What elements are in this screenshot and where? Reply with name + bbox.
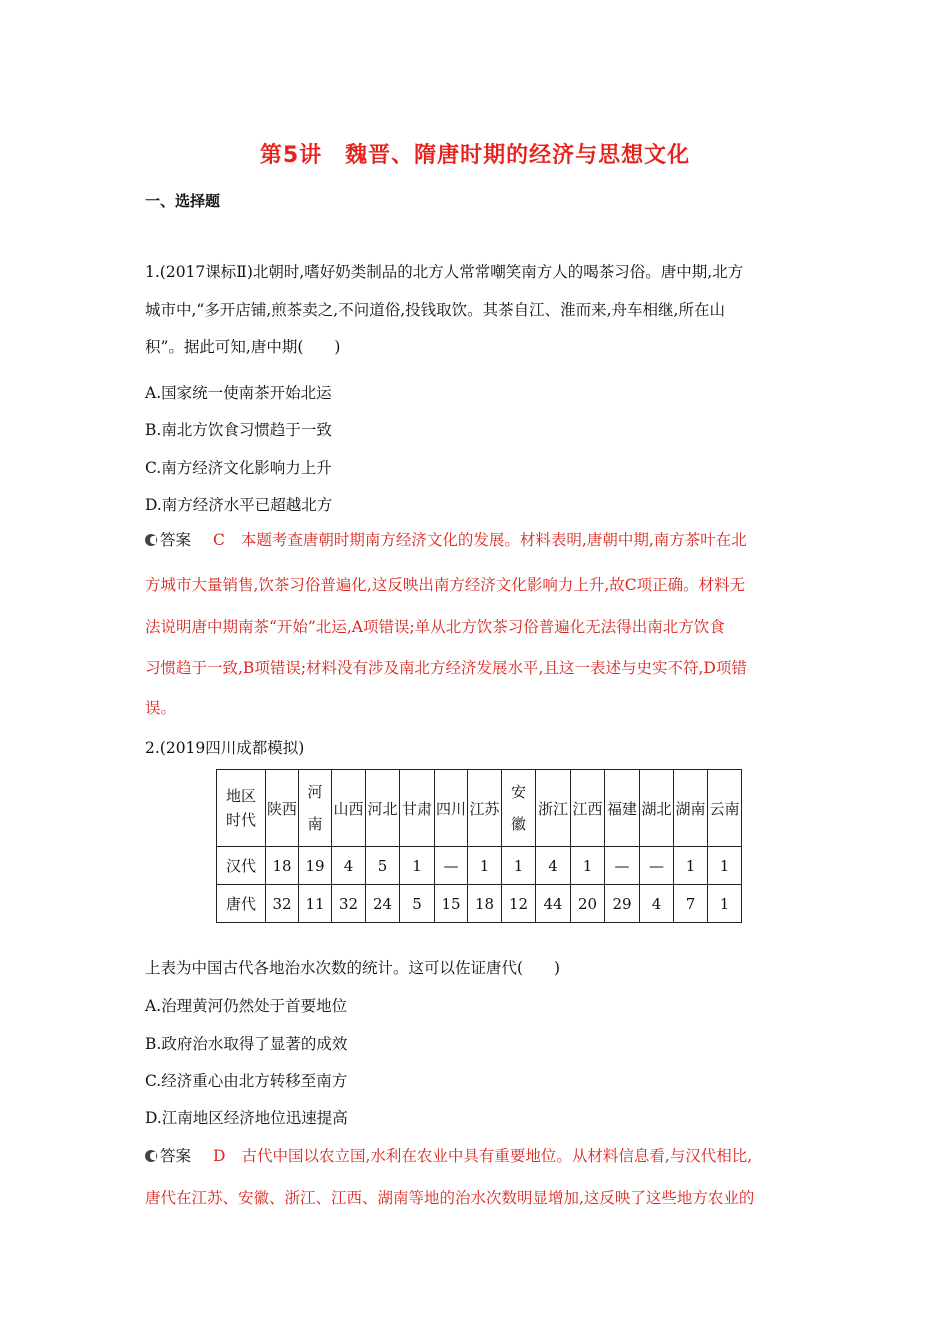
answer-text: 本题考查唐朝时期南方经济文化的发展。材料表明,唐朝中期,南方茶叶在北 [240,531,747,549]
q2-option-c: C.经济重心由北方转移至南方 [145,1072,348,1090]
table-cell: 1 [468,847,502,885]
table-cell: 11 [299,885,332,923]
region-label: 湖北 [641,799,672,818]
era-cell: 唐代 [217,885,266,923]
q1-answer-line-4: 习惯趋于一致,B项错误;材料没有涉及南北方经济发展水平,且这一表述与史实不符,D项错 [145,659,747,677]
q1-answer-line-5: 误。 [145,699,177,717]
q1-answer-line-1 [145,530,747,550]
region-label: 河北 [367,799,398,818]
region-header [468,770,502,847]
table-cell: 1 [708,885,742,923]
q1-option-d: D.南方经济水平已超越北方 [145,496,333,514]
table-corner [217,770,266,847]
table-cell: 15 [435,885,468,923]
table-cell: 32 [266,885,299,923]
region-header [605,770,640,847]
answer-key: C [213,531,225,549]
q2-intro: 2.(2019四川成都模拟) [145,739,305,757]
region-header [299,770,332,847]
table-cell: 29 [605,885,640,923]
region-label: 河南 [307,783,323,833]
table-cell: 24 [366,885,400,923]
corner-bottom-label: 时代 [225,811,256,829]
region-header [502,770,536,847]
q2-option-d: D.江南地区经济地位迅速提高 [145,1109,348,1127]
q2-answer-line-1 [145,1146,752,1166]
region-label: 安徽 [511,783,527,833]
table-cell: 18 [468,885,502,923]
section-heading: 一、选择题 [145,192,221,210]
table-cell: 20 [571,885,605,923]
table-cell: 1 [571,847,605,885]
q2-option-a: A.治理黄河仍然处于首要地位 [145,997,348,1015]
table-cell: 4 [332,847,366,885]
region-label: 甘肃 [401,799,432,818]
q1-option-b: B.南北方饮食习惯趋于一致 [145,421,332,439]
region-header [332,770,366,847]
table-cell: 5 [366,847,400,885]
region-header [708,770,742,847]
table-cell: 32 [332,885,366,923]
table-cell: — [640,847,674,885]
q2-answer-line-2: 唐代在江苏、安徽、浙江、江西、湖南等地的治水次数明显增加,这反映了这些地方农业的 [145,1189,755,1207]
q2-option-b: B.政府治水取得了显著的成效 [145,1035,348,1053]
region-header [400,770,435,847]
q1-stem-line-1: 1.(2017课标Ⅱ)北朝时,嗜好奶类制品的北方人常常嘲笑南方人的喝茶习俗。唐中期,北方 [145,263,744,281]
answer-key: D [213,1147,226,1165]
flood-control-table [216,769,742,923]
answer-icon [145,1150,157,1162]
region-label: 浙江 [537,799,568,818]
answer-label: 答案 [160,531,192,549]
table-header-row [217,770,742,847]
table-cell: — [605,847,640,885]
q1-answer-line-3: 法说明唐中期南茶“开始”北运,A项错误;单从北方饮茶习俗普遍化无法得出南北方饮食 [145,618,725,636]
answer-icon [145,534,157,546]
region-header [366,770,400,847]
q1-option-a: A.国家统一使南茶开始北运 [145,384,332,402]
q1-option-c: C.南方经济文化影响力上升 [145,459,332,477]
region-header [674,770,708,847]
table-cell: 7 [674,885,708,923]
region-header [536,770,571,847]
table-row [217,847,742,885]
region-label: 山西 [333,799,364,818]
era-cell: 汉代 [217,847,266,885]
region-header [266,770,299,847]
q2-stem: 上表为中国古代各地治水次数的统计。这可以佐证唐代( ) [145,959,561,977]
region-label: 江苏 [469,799,500,818]
q1-stem-line-3: 积”。据此可知,唐中期( ) [145,338,341,356]
region-label: 四川 [435,799,466,818]
region-header [571,770,605,847]
page-title: 第5讲 魏晋、隋唐时期的经济与思想文化 [259,143,691,168]
answer-label: 答案 [160,1147,192,1165]
region-header [435,770,468,847]
region-header [640,770,674,847]
region-label: 福建 [606,799,637,818]
table-cell: 19 [299,847,332,885]
table-cell: 4 [536,847,571,885]
table-row [217,885,742,923]
table-cell: 1 [502,847,536,885]
q1-stem-line-2: 城市中,“多开店铺,煎茶卖之,不问道俗,投钱取饮。其茶自江、淮而来,舟车相继,所在山 [145,301,725,319]
region-label: 湖南 [675,799,706,818]
table-cell: 12 [502,885,536,923]
table-cell: 1 [674,847,708,885]
q1-answer-line-2: 方城市大量销售,饮茶习俗普遍化,这反映出南方经济文化影响力上升,故C项正确。材料无 [145,576,746,594]
region-label: 陕西 [266,799,297,818]
table-cell: 1 [708,847,742,885]
table-cell: — [435,847,468,885]
table-cell: 1 [400,847,435,885]
table-cell: 5 [400,885,435,923]
answer-text: 古代中国以农立国,水利在农业中具有重要地位。从材料信息看,与汉代相比, [241,1147,753,1165]
region-label: 云南 [709,799,740,818]
region-label: 江西 [572,799,603,818]
table-cell: 4 [640,885,674,923]
table-cell: 44 [536,885,571,923]
corner-top-label: 地区 [225,787,256,805]
table-cell: 18 [266,847,299,885]
